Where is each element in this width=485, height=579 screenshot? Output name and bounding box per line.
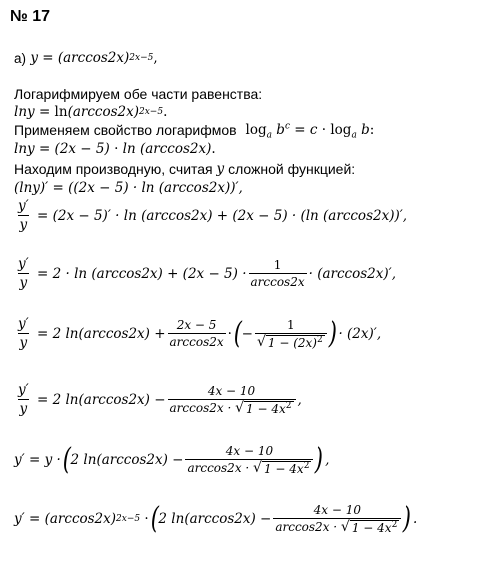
num: y′: [18, 382, 29, 398]
num: 4x − 10: [207, 383, 256, 398]
num: 4x − 10: [225, 444, 274, 458]
den-arccos: arccos2x ·: [187, 461, 250, 475]
equals: =: [37, 325, 49, 342]
b: b: [361, 122, 370, 138]
left-paren: (: [150, 501, 159, 536]
problem-number: № 17: [10, 8, 51, 25]
frac-4x10: [273, 503, 401, 535]
right-paren: ): [315, 442, 324, 477]
comma: ,: [297, 391, 302, 408]
frac-2x5: [168, 318, 226, 349]
part-label: а): [14, 50, 27, 66]
period: .: [163, 104, 168, 120]
period: .: [413, 511, 418, 527]
radicand: 1 − 4x: [246, 401, 286, 416]
derivative-text: [14, 161, 355, 177]
sqrt: √ $1 - 4x^2$: [235, 399, 292, 416]
den: y: [19, 217, 28, 233]
num: 2x − 5: [176, 318, 217, 332]
den: [273, 518, 401, 535]
frac-4x10: [185, 444, 313, 476]
ln-arccos: ln (arccos2x): [122, 141, 212, 157]
num: y′: [18, 316, 29, 332]
final-answer: y′ = (arccos2x) 2x−5 · ( 2 ln(arccos2x) − 4x − 10 arccos2x · √ $1 - 4x^2$ ) .: [14, 501, 418, 536]
c: c: [309, 122, 318, 138]
log-base: a: [351, 130, 357, 141]
den: y: [19, 401, 28, 417]
sqrt: √ $1 - 4x^2$: [340, 519, 398, 535]
den: [185, 459, 313, 476]
text-derivative: Находим производную, считая: [14, 161, 213, 177]
b: b: [276, 122, 285, 138]
yprime-over-y: [16, 198, 31, 233]
base: (arccos2x): [44, 511, 117, 527]
text-log-both: Логарифмируем обе части равенства:: [14, 86, 263, 102]
base: (arccos2x): [67, 104, 139, 120]
given-function: а) y = (arccos2x) 2x−5 ,: [14, 50, 158, 66]
log-base: a: [266, 130, 272, 141]
yprime-over-y: [16, 256, 31, 291]
square: 2: [303, 461, 310, 471]
step-2: [14, 256, 396, 291]
rhs-b: · (2x)′,: [338, 325, 382, 342]
step-3: [14, 316, 381, 351]
text-apply-prop: Применяем свойство логарифмов: [14, 122, 237, 138]
den-arccos: arccos2x ·: [275, 520, 338, 534]
base: (arccos2x): [57, 50, 130, 66]
den-arccos: arccos2x ·: [169, 400, 232, 415]
ln: ln: [54, 104, 68, 120]
num: 4x − 10: [313, 503, 361, 517]
frac-deriv-arccos: [255, 318, 327, 350]
colon: :: [369, 122, 375, 138]
var-y: y: [216, 161, 225, 177]
lny: lny: [14, 141, 35, 157]
rhs-a: y ·: [44, 452, 61, 468]
rhs: (2x − 5)′ · ln (arccos2x) + (2x − 5) · (ln (arccos2x))′,: [52, 207, 408, 224]
right-paren: ): [403, 501, 412, 536]
equals: =: [38, 141, 51, 157]
text-derivative-tail: сложной функцией:: [228, 161, 356, 177]
radicand: 1 − 4x: [351, 521, 392, 535]
frac-4x10: [168, 384, 296, 416]
minus: −: [241, 325, 253, 342]
c-exp: c: [284, 121, 290, 132]
yprime: y′: [14, 452, 25, 468]
rhs-b: 2 ln(arccos2x) −: [158, 511, 272, 527]
square: 2: [317, 334, 323, 345]
yprime-over-y: [16, 382, 31, 417]
equals: =: [37, 207, 49, 224]
den: [168, 399, 296, 416]
step-5: [14, 444, 329, 476]
den: y: [19, 335, 28, 351]
step-1: [14, 198, 407, 233]
equals: =: [29, 452, 41, 468]
den: [255, 333, 327, 350]
equals: =: [294, 122, 306, 138]
comma: ,: [325, 452, 330, 468]
step-4: [14, 382, 302, 417]
left-paren: (: [62, 442, 71, 477]
lny: lny: [14, 104, 35, 120]
comma: ,: [153, 50, 158, 66]
period: .: [211, 141, 216, 157]
equals: =: [29, 511, 41, 527]
equals: =: [42, 50, 54, 66]
equals: =: [37, 391, 49, 408]
den: y: [19, 275, 28, 291]
num: y′: [18, 198, 29, 214]
den: arccos2x: [169, 335, 224, 349]
rhs-a: 2 · ln (arccos2x) + (2x − 5) ·: [52, 265, 247, 282]
radicand: 1 − (2x): [267, 335, 317, 350]
rhs-b: · (arccos2x)′,: [308, 265, 396, 282]
right-paren: ): [328, 315, 337, 351]
log-simplified: [14, 141, 216, 157]
log-property: [245, 121, 375, 141]
apply-property: [14, 121, 375, 141]
derivative-setup: (lny)′ = ((2x − 5) · ln (arccos2x))′,: [14, 180, 243, 196]
yprime-over-y: [16, 316, 31, 351]
radicand: 1 − 4x: [263, 462, 304, 476]
dot: ·: [144, 511, 149, 527]
den: arccos2x: [250, 275, 305, 289]
sqrt: √ $1 - (2x)^2$: [256, 333, 323, 350]
var-y: y: [30, 50, 38, 66]
dot: ·: [227, 325, 232, 342]
num: y′: [18, 256, 29, 272]
sqrt: √ $1 - 4x^2$: [253, 460, 310, 476]
square: 2: [391, 520, 398, 530]
rhs-a: 2 ln(arccos2x) −: [52, 391, 166, 408]
factor: (2x − 5): [54, 141, 110, 157]
log: log: [245, 122, 267, 138]
equals: =: [37, 265, 49, 282]
dot: ·: [114, 141, 119, 157]
rhs-b: 2 ln(arccos2x) −: [70, 452, 184, 468]
dot: ·: [321, 122, 327, 138]
log-equation: lny = ln (arccos2x) 2x−5 .: [14, 104, 168, 120]
square: 2: [285, 400, 292, 411]
rhs-a: 2 ln(arccos2x) +: [52, 325, 166, 342]
left-paren: (: [233, 315, 242, 351]
log: log: [330, 122, 352, 138]
inv-arccos: [249, 258, 307, 289]
num: 1: [287, 317, 295, 332]
num: 1: [273, 258, 282, 272]
equals: =: [38, 104, 51, 120]
yprime: y′: [14, 511, 25, 527]
